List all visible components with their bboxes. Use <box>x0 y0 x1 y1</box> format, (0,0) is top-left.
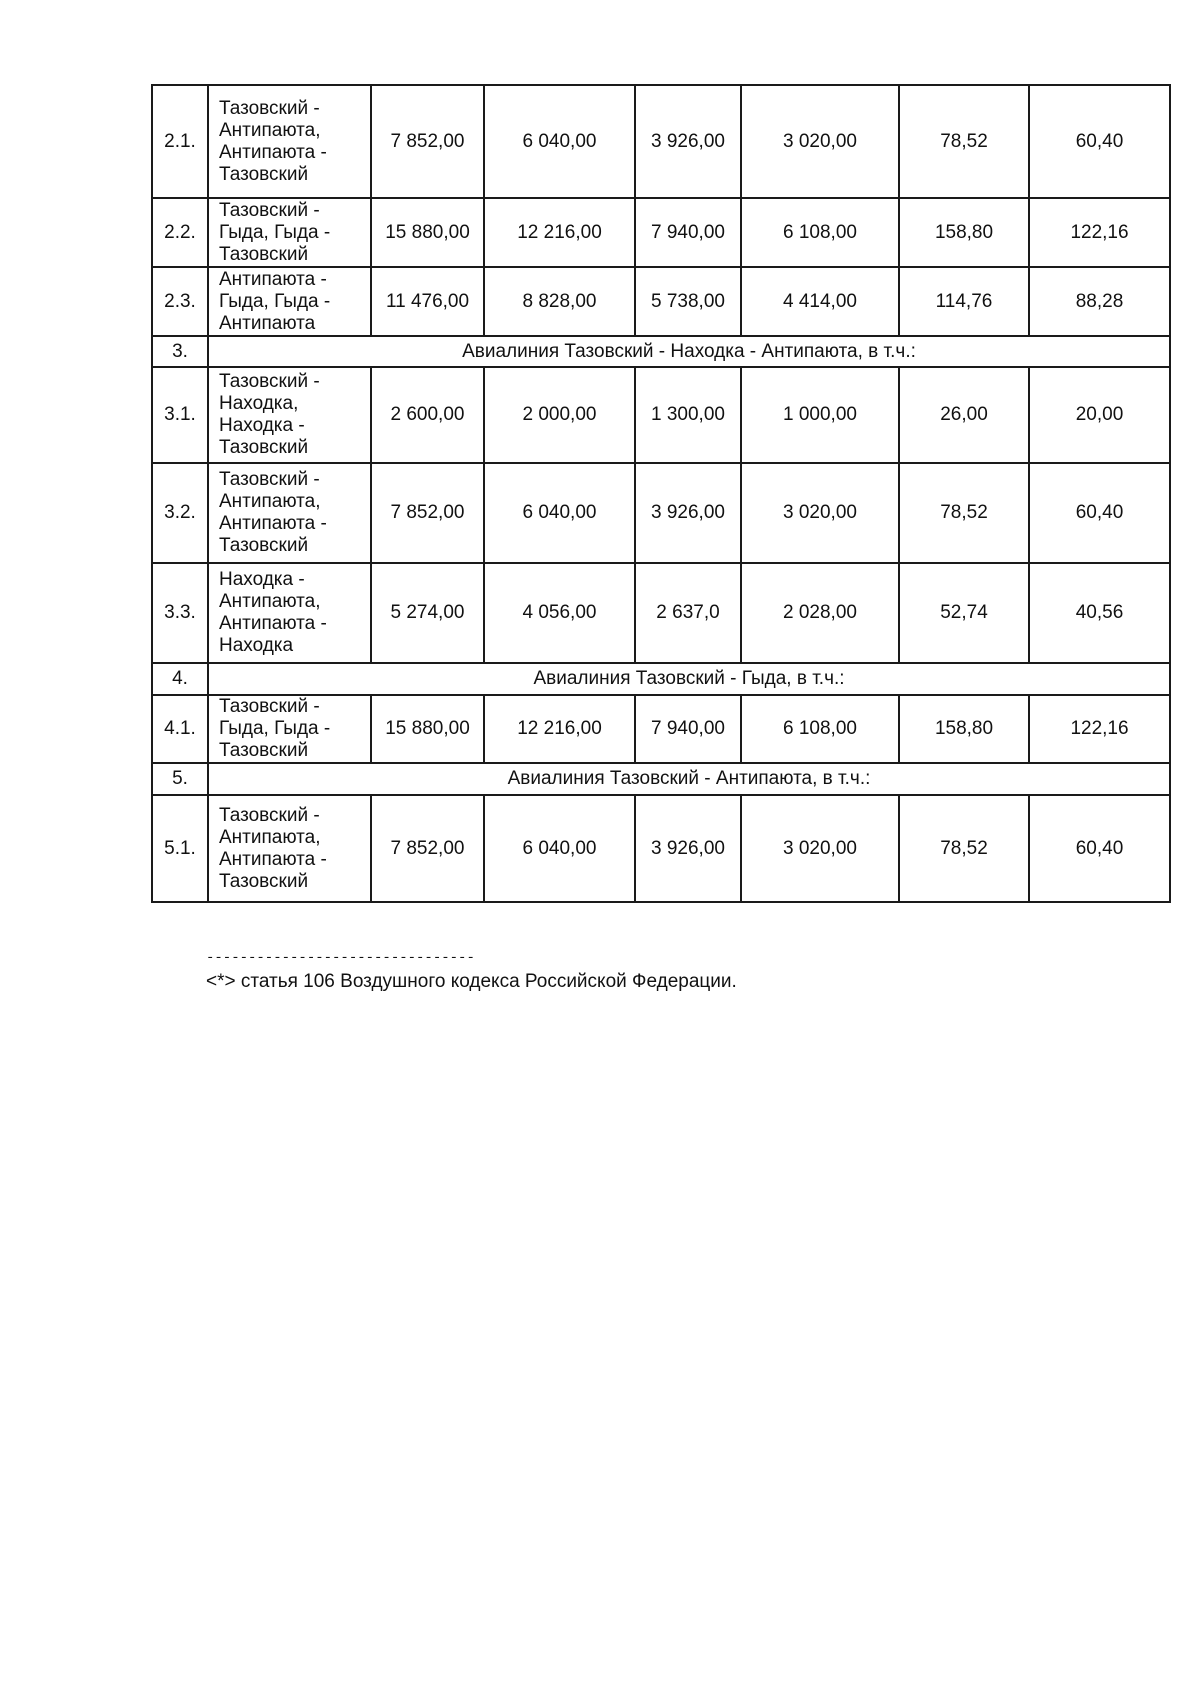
table-row <box>152 367 1170 463</box>
section-row <box>152 336 1170 367</box>
route-cell <box>208 198 371 267</box>
value-cell: 78,52 <box>899 85 1029 198</box>
route-line: Гыда, Гыда - <box>219 290 331 312</box>
value-cell: 3 926,00 <box>635 795 741 902</box>
value-cell: 5 274,00 <box>371 563 484 663</box>
tariff-table-body <box>152 85 1170 902</box>
route-line: Антипаюта - <box>219 613 327 634</box>
value-cell: 5 738,00 <box>635 267 741 336</box>
value-cell: 2 000,00 <box>484 367 635 463</box>
value-cell: 60,40 <box>1029 463 1170 563</box>
row-number: 4.1. <box>152 695 208 763</box>
route-line: Антипаюта - <box>219 513 327 534</box>
section-title: Авиалиния Тазовский - Находка - Антипаюта, в т.ч.: <box>208 336 1170 367</box>
value-cell: 40,56 <box>1029 563 1170 663</box>
section-row <box>152 763 1170 795</box>
route-line: Тазовский <box>219 243 309 265</box>
value-cell: 8 828,00 <box>484 267 635 336</box>
value-cell: 78,52 <box>899 463 1029 563</box>
value-cell: 7 852,00 <box>371 85 484 198</box>
value-cell: 60,40 <box>1029 795 1170 902</box>
route-cell <box>208 795 371 902</box>
route-line: Тазовский <box>219 437 309 458</box>
route-line: Антипаюта, <box>219 591 321 612</box>
route-line: Тазовский <box>219 163 309 185</box>
table-row <box>152 267 1170 336</box>
value-cell: 6 108,00 <box>741 695 899 763</box>
value-cell: 60,40 <box>1029 85 1170 198</box>
value-cell: 158,80 <box>899 695 1029 763</box>
route-cell <box>208 563 371 663</box>
value-cell: 122,16 <box>1029 695 1170 763</box>
value-cell: 78,52 <box>899 795 1029 902</box>
value-cell: 114,76 <box>899 267 1029 336</box>
value-cell: 15 880,00 <box>371 198 484 267</box>
value-cell: 7 852,00 <box>371 463 484 563</box>
section-row <box>152 663 1170 695</box>
route-line: Тазовский - <box>219 804 320 826</box>
route-line: Находка - <box>219 569 305 590</box>
route-line: Антипаюта - <box>219 268 327 290</box>
value-cell: 1 300,00 <box>635 367 741 463</box>
value-cell: 2 600,00 <box>371 367 484 463</box>
value-cell: 2 028,00 <box>741 563 899 663</box>
row-number: 5.1. <box>152 795 208 902</box>
value-cell: 3 020,00 <box>741 795 899 902</box>
route-line: Тазовский <box>219 740 309 761</box>
value-cell: 6 108,00 <box>741 198 899 267</box>
route-line: Тазовский - <box>219 371 320 392</box>
route-line: Гыда, Гыда - <box>219 718 331 739</box>
footnote-separator: -------------------------------- <box>206 950 475 966</box>
section-number: 5. <box>152 763 208 795</box>
value-cell: 7 940,00 <box>635 695 741 763</box>
value-cell: 7 852,00 <box>371 795 484 902</box>
value-cell: 11 476,00 <box>371 267 484 336</box>
value-cell: 12 216,00 <box>484 198 635 267</box>
table-row <box>152 563 1170 663</box>
route-cell <box>208 367 371 463</box>
route-line: Гыда, Гыда - <box>219 221 331 243</box>
table-row <box>152 695 1170 763</box>
route-line: Находка - <box>219 415 305 436</box>
route-line: Тазовский - <box>219 469 320 490</box>
table-row <box>152 85 1170 198</box>
route-line: Тазовский <box>219 535 309 556</box>
value-cell: 88,28 <box>1029 267 1170 336</box>
route-cell <box>208 85 371 198</box>
value-cell: 6 040,00 <box>484 463 635 563</box>
value-cell: 6 040,00 <box>484 795 635 902</box>
section-title: Авиалиния Тазовский - Гыда, в т.ч.: <box>208 663 1170 695</box>
value-cell: 3 020,00 <box>741 463 899 563</box>
row-number: 3.2. <box>152 463 208 563</box>
section-title: Авиалиния Тазовский - Антипаюта, в т.ч.: <box>208 763 1170 795</box>
value-cell: 3 020,00 <box>741 85 899 198</box>
route-line: Антипаюта, <box>219 826 321 848</box>
row-number: 2.3. <box>152 267 208 336</box>
value-cell: 158,80 <box>899 198 1029 267</box>
footnote-text: <*> статья 106 Воздушного кодекса Российской Федерации. <box>206 971 737 992</box>
tariff-table <box>151 84 1171 903</box>
value-cell: 20,00 <box>1029 367 1170 463</box>
route-cell <box>208 463 371 563</box>
value-cell: 4 056,00 <box>484 563 635 663</box>
value-cell: 1 000,00 <box>741 367 899 463</box>
value-cell: 6 040,00 <box>484 85 635 198</box>
value-cell: 26,00 <box>899 367 1029 463</box>
route-line: Тазовский <box>219 870 309 892</box>
route-line: Антипаюта - <box>219 141 327 163</box>
table-row <box>152 198 1170 267</box>
route-line: Антипаюта - <box>219 848 327 870</box>
route-line: Находка, <box>219 393 299 414</box>
value-cell: 7 940,00 <box>635 198 741 267</box>
value-cell: 122,16 <box>1029 198 1170 267</box>
value-cell: 4 414,00 <box>741 267 899 336</box>
value-cell: 15 880,00 <box>371 695 484 763</box>
route-cell <box>208 695 371 763</box>
route-cell <box>208 267 371 336</box>
section-number: 4. <box>152 663 208 695</box>
route-line: Антипаюта, <box>219 491 321 512</box>
value-cell: 52,74 <box>899 563 1029 663</box>
route-line: Тазовский - <box>219 199 320 221</box>
table-row <box>152 463 1170 563</box>
value-cell: 3 926,00 <box>635 463 741 563</box>
row-number: 2.1. <box>152 85 208 198</box>
route-line: Тазовский - <box>219 696 320 717</box>
value-cell: 12 216,00 <box>484 695 635 763</box>
route-line: Антипаюта <box>219 312 316 334</box>
value-cell: 3 926,00 <box>635 85 741 198</box>
row-number: 3.1. <box>152 367 208 463</box>
section-number: 3. <box>152 336 208 367</box>
table-row <box>152 795 1170 902</box>
row-number: 2.2. <box>152 198 208 267</box>
route-line: Находка <box>219 635 294 656</box>
route-line: Тазовский - <box>219 97 320 119</box>
row-number: 3.3. <box>152 563 208 663</box>
value-cell: 2 637,0 <box>635 563 741 663</box>
route-line: Антипаюта, <box>219 119 321 141</box>
